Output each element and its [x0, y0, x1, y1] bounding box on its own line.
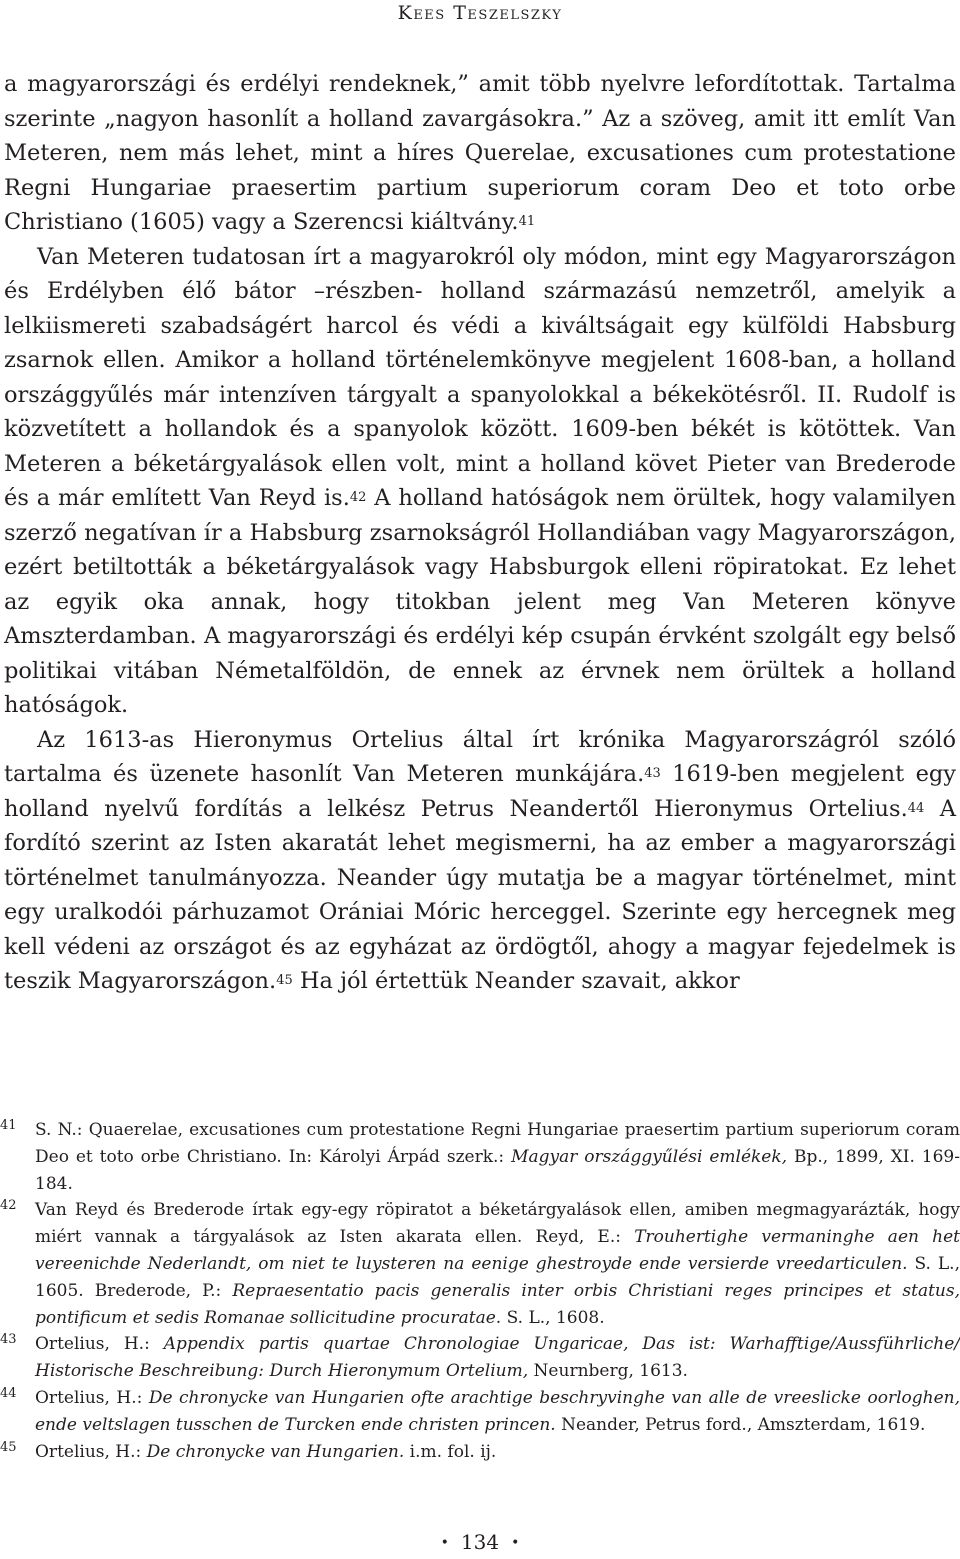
main-text: [4, 67, 956, 999]
paragraph: [4, 67, 956, 240]
footnote: [0, 1331, 960, 1385]
footnote: [0, 1117, 960, 1197]
italic-title: Trouhertighe vermaninghe aen het vereenichde Nederlandt, om niet te luysteren na eenige ghestroyde ende versierde vreedarticulen.: [35, 1227, 960, 1274]
footnote-number: 42: [0, 1198, 17, 1214]
footnotes: [0, 1117, 960, 1465]
footnote: [0, 1385, 960, 1439]
italic-title: Appendix partis quartae Chronologiae Ungaricae, Das ist: Warhafftige/Aussführliche/ Historische Beschreibung: Durch Hieronymum Ortelium,: [35, 1334, 960, 1382]
text-run: 1619-ben megjelent egy holland nyelvű fordítás a lelkész Petrus Neandertől Hieronymus Ortelius.: [4, 761, 956, 822]
text-run: i.m. fol. ij.: [404, 1441, 497, 1462]
footnote-reference: 44: [907, 800, 925, 816]
paragraph: [4, 723, 956, 999]
text-run: S. N.: Quaerelae, excusationes cum protestatione Regni Hungariae praesertim partium superiorum coram Deo et toto orbe Christiano. In: Károlyi Árpád szerk.:: [35, 1120, 960, 1167]
text-run: Bp., 1899, XI. 169-184.: [35, 1146, 960, 1194]
footnote-number: 44: [0, 1385, 17, 1401]
text-run: Van Reyd és Brederode írtak egy-egy röpiratot a béketárgyalások ellen, amiben megmagyarázták, hogy miért vannak a tárgyalások az Isten akarata ellen. Reyd, E.:: [35, 1200, 960, 1248]
text-run: a magyarországi és erdélyi rendeknek,” amit több nyelvre lefordítottak. Tartalma szerinte „nagyon hasonlít a holland zavargásokra.” Az a szöveg, amit itt említ Van Meteren, nem más lehet, mint a híres Querelae, excusationes cum protestatione Regni Hungariae praesertim partium superiorum coram Deo et toto orbe Christiano (1605) vagy a Szerencsi kiáltvány.: [4, 71, 956, 235]
text-run: Ortelius, H.:: [35, 1334, 164, 1355]
running-head: Kees Teszelszky: [397, 2, 563, 24]
footnote-reference: 45: [276, 973, 293, 988]
footnote-text: [35, 1442, 496, 1462]
footnote-text: [35, 1200, 960, 1327]
text-run: S. L., 1608.: [501, 1307, 605, 1328]
italic-title: Magyar országgyűlési emlékek,: [511, 1146, 788, 1167]
text-run: Ortelius, H.:: [35, 1387, 149, 1408]
footnote-text: [35, 1334, 960, 1381]
text-run: S. L., 1605. Brederode, P.:: [35, 1253, 960, 1301]
text-run: Az 1613-as Hieronymus Ortelius által írt krónika Magyarországról szóló tartalma és üzenete hasonlít Van Meteren munkájára.: [4, 726, 956, 787]
footnote-number: 43: [0, 1332, 17, 1348]
text-run: Van Meteren tudatosan írt a magyarokról oly módon, mint egy Magyarországon és Erdélyben élő bátor –részben- holland származású nemzetről, amelyik a lelkiismereti szabadságért harcol és védi a kiváltságait egy külföldi Habsburg zsarnok ellen. Amikor a holland történelemkönyve megjelent 1608-ban, a holland országgyűlés már intenzíven tárgyalt a spanyolokkal a békekötésről. II. Rudolf is közvetített a hollandok és a spanyolok között. 1609-ben békét is kötöttek. Van Meteren a béketárgyalások ellen volt, mint a holland követ Pieter van Brederode és a már említett Van Reyd is.: [4, 243, 956, 511]
text-run: A fordító szerint az Isten akaratát lehet megismerni, ha az ember a magyarországi történelmet tanulmányozza. Neander úgy mutatja be a magyar történelmet, mint egy uralkodói párhuzamot Orániai Móric herceggel. Szerinte egy hercegnek meg kell védeni az országot és az egyházat az ördögtől, ahogy a magyar fejedelmek is teszik Magyarországon.: [4, 795, 957, 994]
italic-title: De chronycke van Hungarien ofte arachtige beschryvinghe van alle de vreeslicke oorloghen, ende veltslagen tusschen de Turcken ende christen princen.: [35, 1387, 960, 1435]
folio: [0, 1530, 960, 1554]
paragraph: [4, 240, 956, 723]
folio-dot-right: •: [511, 1535, 520, 1551]
footnote-reference: 41: [518, 214, 536, 229]
text-run: A holland hatóságok nem örültek, hogy valamilyen szerző negatívan ír a Habsburg zsarnokságról Hollandiában vagy Magyarországon, ezért betiltották a béketárgyalások vagy Habsburgok elleni röpiratokat. Ez lehet az egyik oka annak, hogy titokban jelent meg Van Meteren könyve Amszterdamban. A magyarországi és erdélyi kép csupán érvként szolgált egy belső politikai vitában Németalföldön, de ennek az érvnek nem örültek a holland hatóságok.: [4, 485, 956, 718]
folio-dot-left: •: [440, 1535, 449, 1551]
text-run: Ha jól értettük Neander szavait, akkor: [292, 968, 740, 994]
italic-title: De chronycke van Hungarien.: [146, 1441, 405, 1462]
footnote-text: [35, 1388, 960, 1435]
footnote-reference: 43: [644, 766, 661, 781]
footnote-number: 41: [0, 1118, 17, 1133]
footnote-text: [35, 1120, 960, 1194]
footnote: [0, 1439, 960, 1466]
text-run: Neurnberg, 1613.: [528, 1361, 688, 1382]
footnote: [0, 1197, 960, 1331]
text-run: Ortelius, H.:: [35, 1441, 147, 1462]
footnote-reference: 42: [349, 490, 367, 505]
italic-title: Repraesentatio pacis generalis inter orbis Christiani reges principes et status, pontificum et sedis Romanae sollicitudine procuratae.: [35, 1280, 960, 1328]
page-number: 134: [460, 1530, 500, 1554]
text-run: Neander, Petrus ford., Amszterdam, 1619.: [555, 1414, 926, 1435]
footnote-number: 45: [0, 1439, 17, 1455]
